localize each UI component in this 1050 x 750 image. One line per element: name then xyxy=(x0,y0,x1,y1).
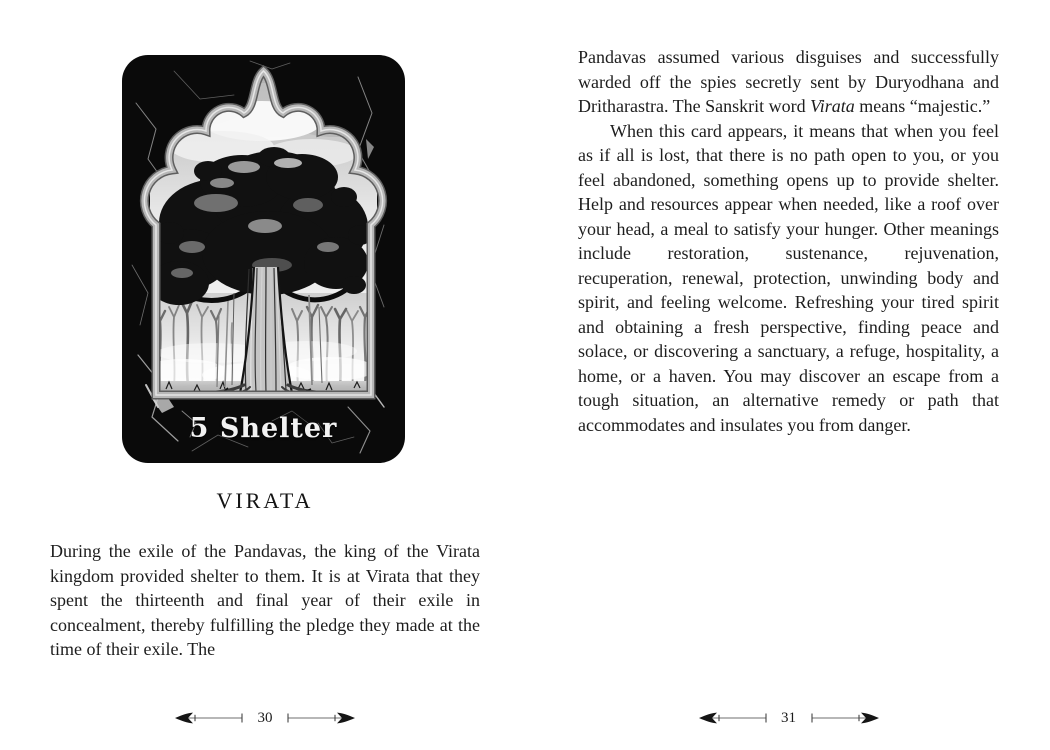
italic-term: Virata xyxy=(810,96,855,116)
left-page-footer xyxy=(50,705,480,731)
left-page xyxy=(50,0,480,750)
page-arrow-left-icon xyxy=(174,710,244,726)
card-heading: VIRATA xyxy=(216,488,314,513)
right-page-footer xyxy=(578,705,999,731)
left-page-body xyxy=(50,539,480,662)
right-page-body xyxy=(578,45,999,437)
paragraph: When this card appears, it means that when you feel as if all is lost, that there is no path open to you, or you feel abandoned, something opens up to provide shelter. Help and resources appear when needed, like a roof over your head, a meal to satisfy your hunger. Other meanings include restoration, sustenance, rejuvenation, recuperation, renewal, protection, unwinding body and spirit, and feeling welcome. Refreshing your tired spirit and obtaining a fresh perspective, finding peace and solace, or discovering a sanctuary, a refuge, hospitality, a home, or a haven. You may discover an escape from a tough situation, an alternative remedy or path that accommodates and insulates you from danger. xyxy=(578,120,999,435)
tarot-card-shelter xyxy=(122,55,405,463)
paragraph xyxy=(578,45,999,119)
card-art-banyan-tree-icon xyxy=(122,55,405,463)
page-arrow-right-icon xyxy=(286,710,356,726)
paragraph-text: means “majestic.” xyxy=(854,96,991,116)
page-arrow-right-icon xyxy=(810,710,880,726)
right-page xyxy=(578,0,999,750)
page-number: 30 xyxy=(257,709,273,726)
paragraph-text: Pandavas assumed various disguises and successfully warded off the spies secretly sent by Duryodhana and Dritharastra. The Sanskrit word xyxy=(578,47,999,116)
card-title: 5 Shelter xyxy=(189,413,338,444)
paragraph: During the exile of the Pandavas, the king of the Virata kingdom provided shelter to them. It is at Virata that they spent the thirteenth and final year of their exile in concealment, thereby fulfilling the pledge they made at the time of their exile. The xyxy=(50,541,480,659)
page-arrow-left-icon xyxy=(698,710,768,726)
page-number: 31 xyxy=(781,709,796,726)
